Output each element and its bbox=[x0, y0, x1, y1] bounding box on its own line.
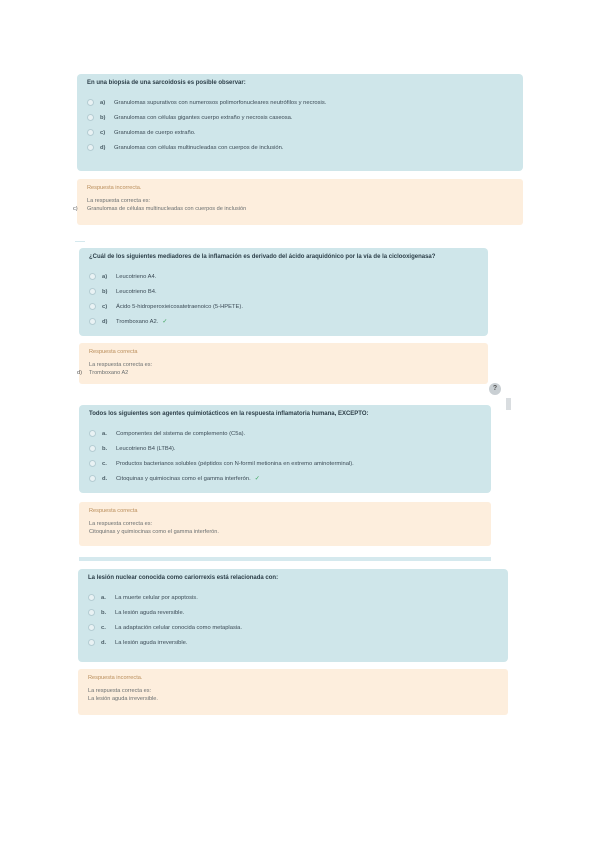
question-2-feedback bbox=[79, 343, 488, 384]
radio-button[interactable] bbox=[89, 288, 96, 295]
question-3-card bbox=[79, 405, 491, 493]
radio-button[interactable] bbox=[88, 594, 95, 601]
question-4-option-a[interactable]: a. La muerte celular por apoptosis. bbox=[88, 590, 500, 605]
feedback-label: La respuesta correcta es: bbox=[88, 688, 152, 694]
feedback-answer-line bbox=[73, 205, 513, 213]
feedback-answer-number: c) bbox=[73, 206, 78, 212]
question-4-option-d[interactable]: d. La lesión aguda irreversible. bbox=[88, 635, 500, 650]
question-2-card bbox=[79, 248, 488, 336]
divider bbox=[79, 557, 491, 561]
feedback-status: Respuesta correcta bbox=[89, 349, 138, 355]
feedback-answer: Granulomas de células multinucleadas con cuerpos de inclusión bbox=[87, 206, 247, 212]
question-4-text: La lesión nuclear conocida como cariorrexis está relacionada con: bbox=[88, 575, 279, 581]
question-2-text: ¿Cuál de los siguientes mediadores de la inflamación es derivado del ácido araquidónico por la vía de la ciclooxigenasa? bbox=[89, 254, 436, 260]
check-icon: ✓ bbox=[162, 319, 168, 325]
question-3-text: Todos los siguientes son agentes quimiotácticos en la respuesta inflamatoria humana, EXCEPTO: bbox=[89, 411, 369, 417]
feedback-status: Respuesta incorrecta. bbox=[88, 675, 143, 681]
feedback-answer-line bbox=[77, 369, 478, 377]
radio-button[interactable] bbox=[89, 430, 96, 437]
feedback-label: La respuesta correcta es: bbox=[89, 521, 153, 527]
question-1-text: En una biopsia de una sarcoidosis es posible observar: bbox=[87, 80, 246, 86]
question-3-option-c[interactable]: c. Productos bacterianos solubles (péptidos con N-formil metionina en extremo aminoterminal). bbox=[89, 456, 483, 471]
question-4-feedback bbox=[78, 669, 508, 715]
feedback-status: Respuesta incorrecta. bbox=[87, 185, 142, 191]
question-2-option-c[interactable]: c) Ácido 5-hidroperoxieicosatetraenoico (5-HPETE). bbox=[89, 299, 480, 314]
feedback-answer: Citoquinas y quimiocinas como el gamma interferón. bbox=[89, 529, 219, 535]
feedback-answer-number: d) bbox=[77, 370, 82, 376]
radio-button[interactable] bbox=[88, 609, 95, 616]
radio-button[interactable] bbox=[89, 273, 96, 280]
question-2-option-a[interactable]: a) Leucotrieno A4. bbox=[89, 269, 480, 284]
question-1-option-c[interactable]: c) Granulomas de cuerpo extraño. bbox=[87, 125, 515, 140]
radio-button[interactable] bbox=[89, 318, 96, 325]
question-2-option-d[interactable]: d) Tromboxano A2. ✓ bbox=[89, 314, 480, 329]
question-3-feedback bbox=[79, 502, 491, 546]
radio-button[interactable] bbox=[88, 639, 95, 646]
feedback-label: La respuesta correcta es: bbox=[89, 362, 153, 368]
divider bbox=[75, 241, 85, 242]
question-4-card bbox=[78, 569, 508, 662]
question-3-option-a[interactable]: a. Componentes del sistema de complemento (C5a). bbox=[89, 426, 483, 441]
radio-button[interactable] bbox=[89, 460, 96, 467]
help-icon[interactable]: ? bbox=[489, 383, 501, 395]
question-1-option-b[interactable]: b) Granulomas con células gigantes cuerpo extraño y necrosis caseosa. bbox=[87, 110, 515, 125]
radio-button[interactable] bbox=[87, 129, 94, 136]
scroll-marker bbox=[506, 398, 511, 410]
question-4-option-b[interactable]: b. La lesión aguda reversible. bbox=[88, 605, 500, 620]
question-2-option-b[interactable]: b) Leucotrieno B4. bbox=[89, 284, 480, 299]
feedback-answer: Tromboxano A2 bbox=[89, 370, 129, 376]
check-icon: ✓ bbox=[254, 476, 260, 482]
radio-button[interactable] bbox=[89, 303, 96, 310]
radio-button[interactable] bbox=[89, 475, 96, 482]
question-1-card bbox=[77, 74, 523, 171]
question-1-option-a[interactable]: a) Granulomas supurativos con numerosos polimorfonucleares neutrófilos y necrosis. bbox=[87, 95, 515, 110]
feedback-answer: La lesión aguda irreversible. bbox=[88, 696, 158, 702]
question-3-option-b[interactable]: b. Leucotrieno B4 (LTB4). bbox=[89, 441, 483, 456]
radio-button[interactable] bbox=[87, 144, 94, 151]
feedback-status: Respuesta correcta bbox=[89, 508, 138, 514]
radio-button[interactable] bbox=[87, 99, 94, 106]
question-3-option-d[interactable]: d. Citoquinas y quimiocinas como el gamma interferón. ✓ bbox=[89, 471, 483, 486]
question-1-feedback bbox=[73, 179, 523, 225]
radio-button[interactable] bbox=[89, 445, 96, 452]
question-1-option-d[interactable]: d) Granulomas con células multinucleadas con cuerpos de inclusión. bbox=[87, 140, 515, 155]
radio-button[interactable] bbox=[88, 624, 95, 631]
question-4-option-c[interactable]: c. La adaptación celular conocida como metaplasia. bbox=[88, 620, 500, 635]
feedback-label: La respuesta correcta es: bbox=[87, 198, 151, 204]
radio-button[interactable] bbox=[87, 114, 94, 121]
